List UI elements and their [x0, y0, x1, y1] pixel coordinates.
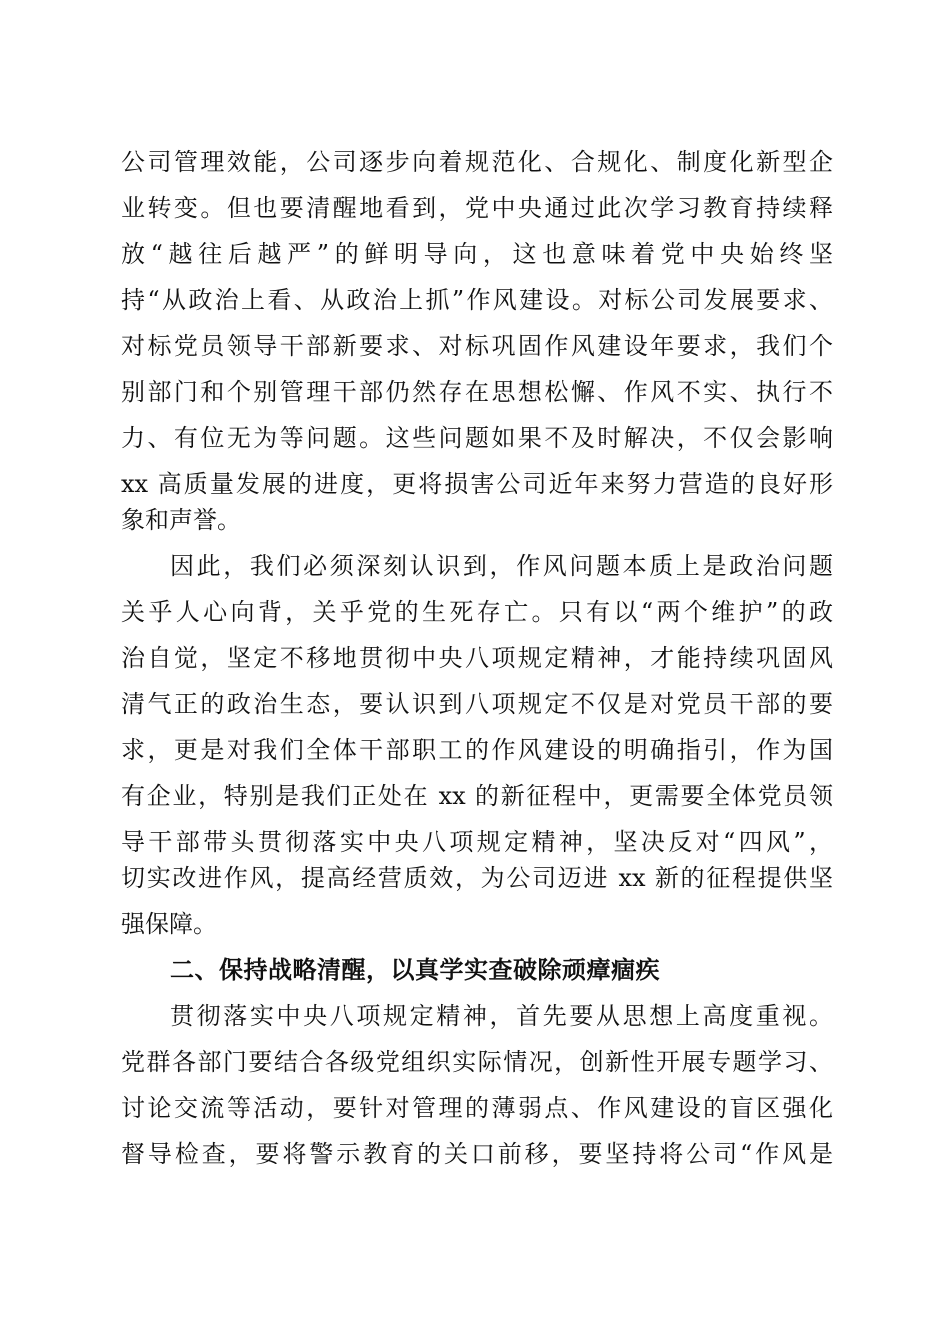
- text-line: 导干部带头贯彻落实中央八项规定精神，坚决反对“四风”，: [121, 828, 833, 856]
- text-line: 业转变。但也要清醒地看到，党中央通过此次学习教育持续释: [121, 194, 833, 222]
- text-line: 治自觉，坚定不移地贯彻中央八项规定精神，才能持续巩固风: [121, 644, 833, 672]
- section-heading: 二、保持战略清醒，以真学实查破除顽瘴痼疾: [170, 956, 660, 984]
- text-line: 放“越往后越严”的鲜明导向，这也意味着党中央始终坚: [121, 240, 833, 268]
- text-line: 因此，我们必须深刻认识到，作风问题本质上是政治问题: [170, 552, 833, 580]
- text-line: 力、有位无为等问题。这些问题如果不及时解决，不仅会影响: [121, 424, 833, 452]
- text-line: 公司管理效能，公司逐步向着规范化、合规化、制度化新型企: [121, 148, 833, 176]
- text-line: xx 高质量发展的进度，更将损害公司近年来努力营造的良好形: [121, 470, 833, 498]
- text-line: 有企业，特别是我们正处在 xx 的新征程中，更需要全体党员领: [121, 782, 833, 810]
- text-line: 关乎人心向背，关乎党的生死存亡。只有以“两个维护”的政: [121, 598, 833, 626]
- text-line: 切实改进作风，提高经营质效，为公司迈进 xx 新的征程提供坚: [121, 864, 833, 892]
- text-line: 党群各部门要结合各级党组织实际情况，创新性开展专题学习、: [121, 1048, 833, 1076]
- text-line: 别部门和个别管理干部仍然存在思想松懈、作风不实、执行不: [121, 378, 833, 406]
- text-line: 持“从政治上看、从政治上抓”作风建设。对标公司发展要求、: [121, 286, 833, 314]
- text-line: 督导检查，要将警示教育的关口前移，要坚持将公司“作风是: [121, 1140, 833, 1168]
- text-line: 象和声誉。: [121, 506, 241, 534]
- text-line: 贯彻落实中央八项规定精神，首先要从思想上高度重视。: [170, 1002, 833, 1030]
- text-line: 讨论交流等活动，要针对管理的薄弱点、作风建设的盲区强化: [121, 1094, 833, 1122]
- text-line: 求，更是对我们全体干部职工的作风建设的明确指引，作为国: [121, 736, 833, 764]
- text-line: 对标党员领导干部新要求、对标巩固作风建设年要求，我们个: [121, 332, 833, 360]
- text-line: 清气正的政治生态，要认识到八项规定不仅是对党员干部的要: [121, 690, 833, 718]
- text-line: 强保障。: [121, 910, 217, 938]
